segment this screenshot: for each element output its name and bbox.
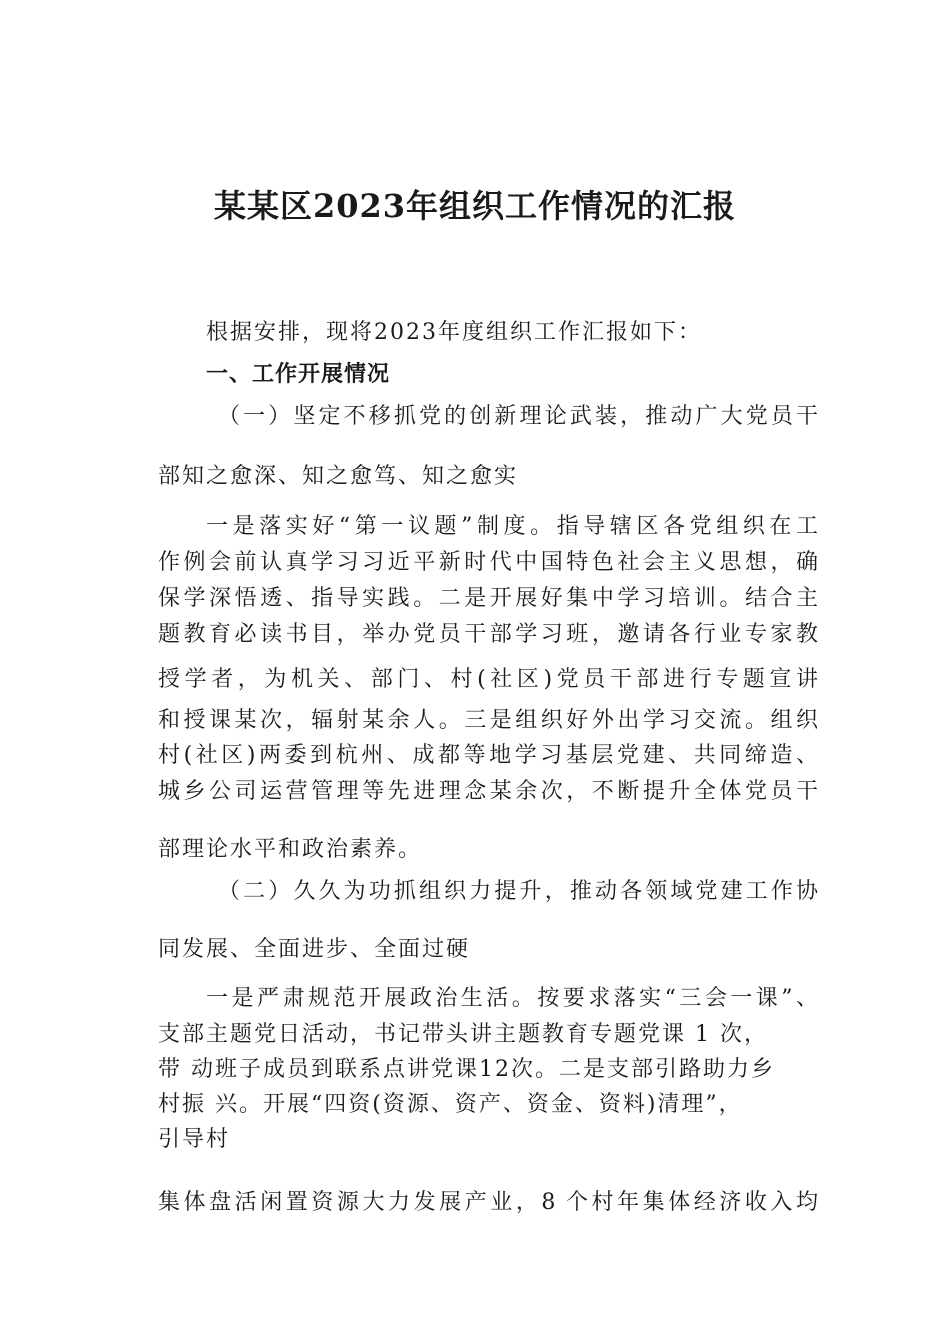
body-line: 一是落实好“第一议题”制度。指导辖区各党组织在工 <box>206 514 818 539</box>
body-line: 题教育必读书目，举办党员干部学习班，邀请各行业专家教 <box>158 622 818 647</box>
body-line: 保学深悟透、指导实践。二是开展好集中学习培训。结合主 <box>158 586 818 611</box>
subsection-heading-2-cont: 同发展、全面进步、全面过硬 <box>158 937 471 962</box>
body-line: 村(社区)两委到杭州、成都等地学习基层党建、共同缔造、 <box>158 743 818 768</box>
subsection-heading-1: （一）坚定不移抓党的创新理论武装，推动广大党员干 <box>218 404 818 429</box>
body-line: 部理论水平和政治素养。 <box>158 837 423 862</box>
body-line: 和授课某次，辐射某余人。三是组织好外出学习交流。组织 <box>158 708 818 733</box>
body-line: 带 动班子成员到联系点讲党课12次。二是支部引路助力乡 <box>158 1057 775 1082</box>
intro-line: 根据安排，现将2023年度组织工作汇报如下： <box>206 320 702 345</box>
section-heading: 一、工作开展情况 <box>206 362 391 387</box>
body-line: 城乡公司运营管理等先进理念某余次，不断提升全体党员干 <box>158 779 818 804</box>
body-line: 支部主题党日活动，书记带头讲主题教育专题党课 1 次， <box>158 1022 768 1047</box>
body-line: 授学者，为机关、部门、村(社区)党员干部进行专题宣讲 <box>158 667 818 692</box>
body-line: 一是严肃规范开展政治生活。按要求落实“三会一课”、 <box>206 986 818 1011</box>
body-line: 作例会前认真学习习近平新时代中国特色社会主义思想，确 <box>158 550 818 575</box>
document-title: 某某区2023年组织工作情况的汇报 <box>213 187 737 225</box>
body-line: 集体盘活闲置资源大力发展产业，8 个村年集体经济收入均 <box>158 1190 818 1215</box>
body-line: 引导村 <box>158 1127 231 1152</box>
subsection-heading-1-cont: 部知之愈深、知之愈笃、知之愈实 <box>158 464 519 489</box>
body-line: 村振 兴。开展“四资(资源、资产、资金、资料)清理”， <box>158 1092 743 1117</box>
subsection-heading-2: （二）久久为功抓组织力提升，推动各领域党建工作协 <box>218 879 818 904</box>
